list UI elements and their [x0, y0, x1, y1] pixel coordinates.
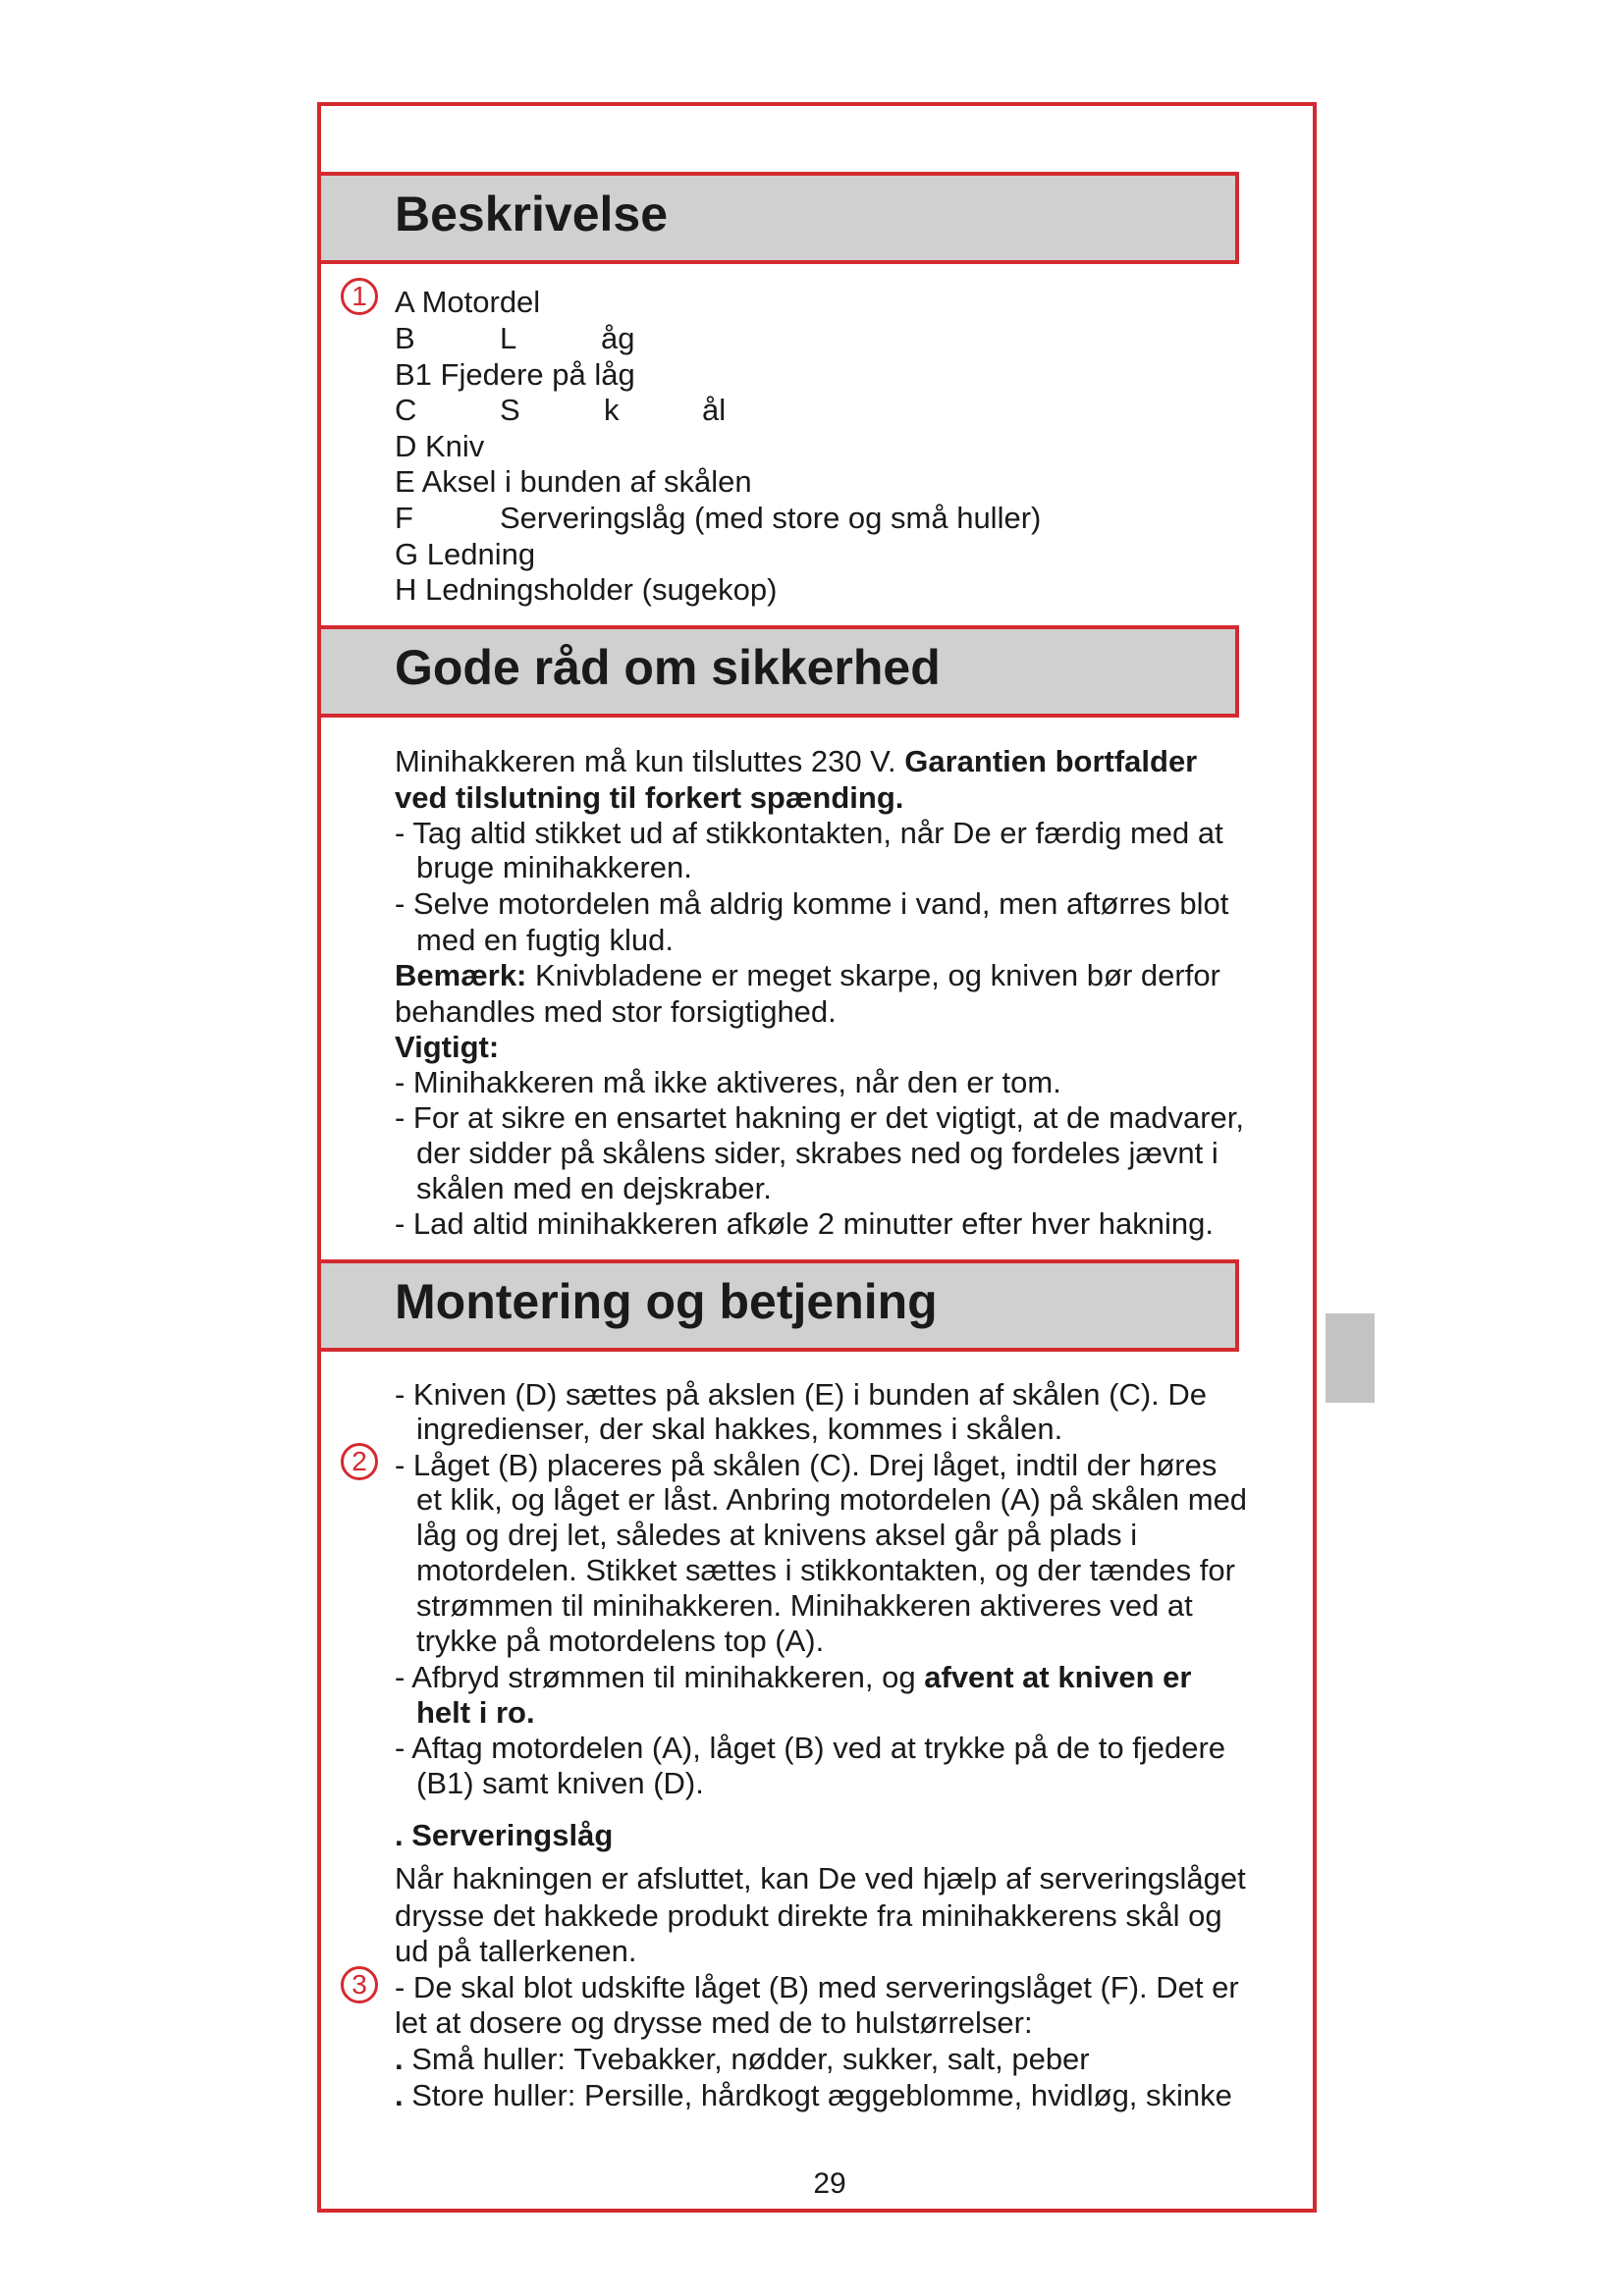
important-label: Vigtigt: [395, 1030, 500, 1064]
note-text: Bemærk: Knivbladene er meget skarpe, og kniven bør derfor [395, 958, 1220, 992]
serving-large-holes: . Store huller: Persille, hårdkogt æggeblomme, hvidløg, skinke [395, 2078, 1232, 2112]
item-b: B L åg [395, 321, 635, 355]
section-title: Montering og betjening [395, 1274, 938, 1329]
important-bullet-1: - Minihakkeren må ikke aktiveres, når den er tom. [395, 1065, 1061, 1099]
voltage-text: Minihakkeren må kun tilsluttes 230 V. Garantien bortfalder [395, 744, 1198, 778]
item-e: E Aksel i bunden af skålen [395, 464, 752, 499]
section-title: Gode råd om sikkerhed [395, 640, 941, 695]
section-header-assembly [317, 1259, 1239, 1352]
assembly-line: - Låget (B) placeres på skålen (C). Drej låget, indtil der høres [395, 1448, 1218, 1482]
safety-bullet-2: - Selve motordelen må aldrig komme i vand, men aftørres blot [395, 886, 1229, 921]
assembly-line: - Kniven (D) sættes på akslen (E) i bunden af skålen (C). De [395, 1377, 1208, 1412]
important-bullet-2-cont: der sidder på skålens sider, skrabes ned og fordeles jævnt i [416, 1136, 1218, 1170]
assembly-line: motordelen. Stikket sættes i stikkontakten, og der tændes for [416, 1553, 1235, 1587]
page-number: 29 [813, 2167, 846, 2200]
section-title: Beskrivelse [395, 187, 669, 241]
voltage-warning: ved tilslutning til forkert spænding. [395, 780, 904, 815]
item-h: H Ledningsholder (sugekop) [395, 572, 778, 607]
assembly-line: ingredienser, der skal hakkes, kommes i skålen. [416, 1412, 1063, 1446]
marker-3: 3 [341, 1966, 378, 2003]
safety-bullet-1: - Tag altid stikket ud af stikkontakten, når De er færdig med at [395, 816, 1223, 850]
serving-text: ud på tallerkenen. [395, 1934, 637, 1968]
serving-text: Når hakningen er afsluttet, kan De ved hjælp af serveringslåget [395, 1861, 1246, 1896]
serving-text: - De skal blot udskifte låget (B) med serveringslåget (F). Det er [395, 1970, 1239, 2004]
assembly-line: - Aftag motordelen (A), låget (B) ved at trykke på de to fjedere [395, 1731, 1226, 1765]
serving-text: drysse det hakkede produkt direkte fra minihakkerens skål og [395, 1898, 1222, 1933]
note-text-cont: behandles med stor forsigtighed. [395, 994, 837, 1029]
safety-bullet-1-cont: bruge minihakkeren. [416, 850, 692, 884]
subheading-serving-lid: . Serveringslåg [395, 1818, 614, 1852]
assembly-line: - Afbryd strømmen til minihakkeren, og afvent at kniven er [395, 1660, 1192, 1694]
side-tab [1326, 1313, 1375, 1403]
assembly-line: (B1) samt kniven (D). [416, 1766, 704, 1800]
assembly-line: strømmen til minihakkeren. Minihakkeren aktiveres ved at [416, 1588, 1193, 1623]
serving-text: let at dosere og drysse med de to hulstørrelser: [395, 2005, 1033, 2040]
section-header-safety [317, 625, 1239, 718]
item-g: G Ledning [395, 537, 536, 571]
marker-1: 1 [341, 278, 378, 315]
item-d: D Kniv [395, 429, 485, 463]
important-bullet-3: - Lad altid minihakkeren afkøle 2 minutter efter hver hakning. [395, 1206, 1214, 1241]
safety-bullet-2-cont: med en fugtig klud. [416, 923, 674, 957]
item-a: A Motordel [395, 285, 541, 319]
item-f: F Serveringslåg (med store og små huller) [395, 501, 1042, 535]
section-header-description [317, 172, 1239, 264]
important-bullet-2: - For at sikre en ensartet hakning er det vigtigt, at de madvarer, [395, 1100, 1244, 1135]
marker-2: 2 [341, 1443, 378, 1480]
important-bullet-2-cont: skålen med en dejskraber. [416, 1171, 772, 1205]
assembly-line: helt i ro. [416, 1695, 535, 1730]
assembly-line: låg og drej let, således at knivens aksel går på plads i [416, 1518, 1138, 1552]
item-c: C S k ål [395, 393, 727, 427]
assembly-line: et klik, og låget er låst. Anbring motordelen (A) på skålen med [416, 1482, 1248, 1517]
assembly-line: trykke på motordelens top (A). [416, 1624, 825, 1658]
item-b1: B1 Fjedere på låg [395, 357, 635, 392]
serving-small-holes: . Små huller: Tvebakker, nødder, sukker, salt, peber [395, 2042, 1090, 2076]
